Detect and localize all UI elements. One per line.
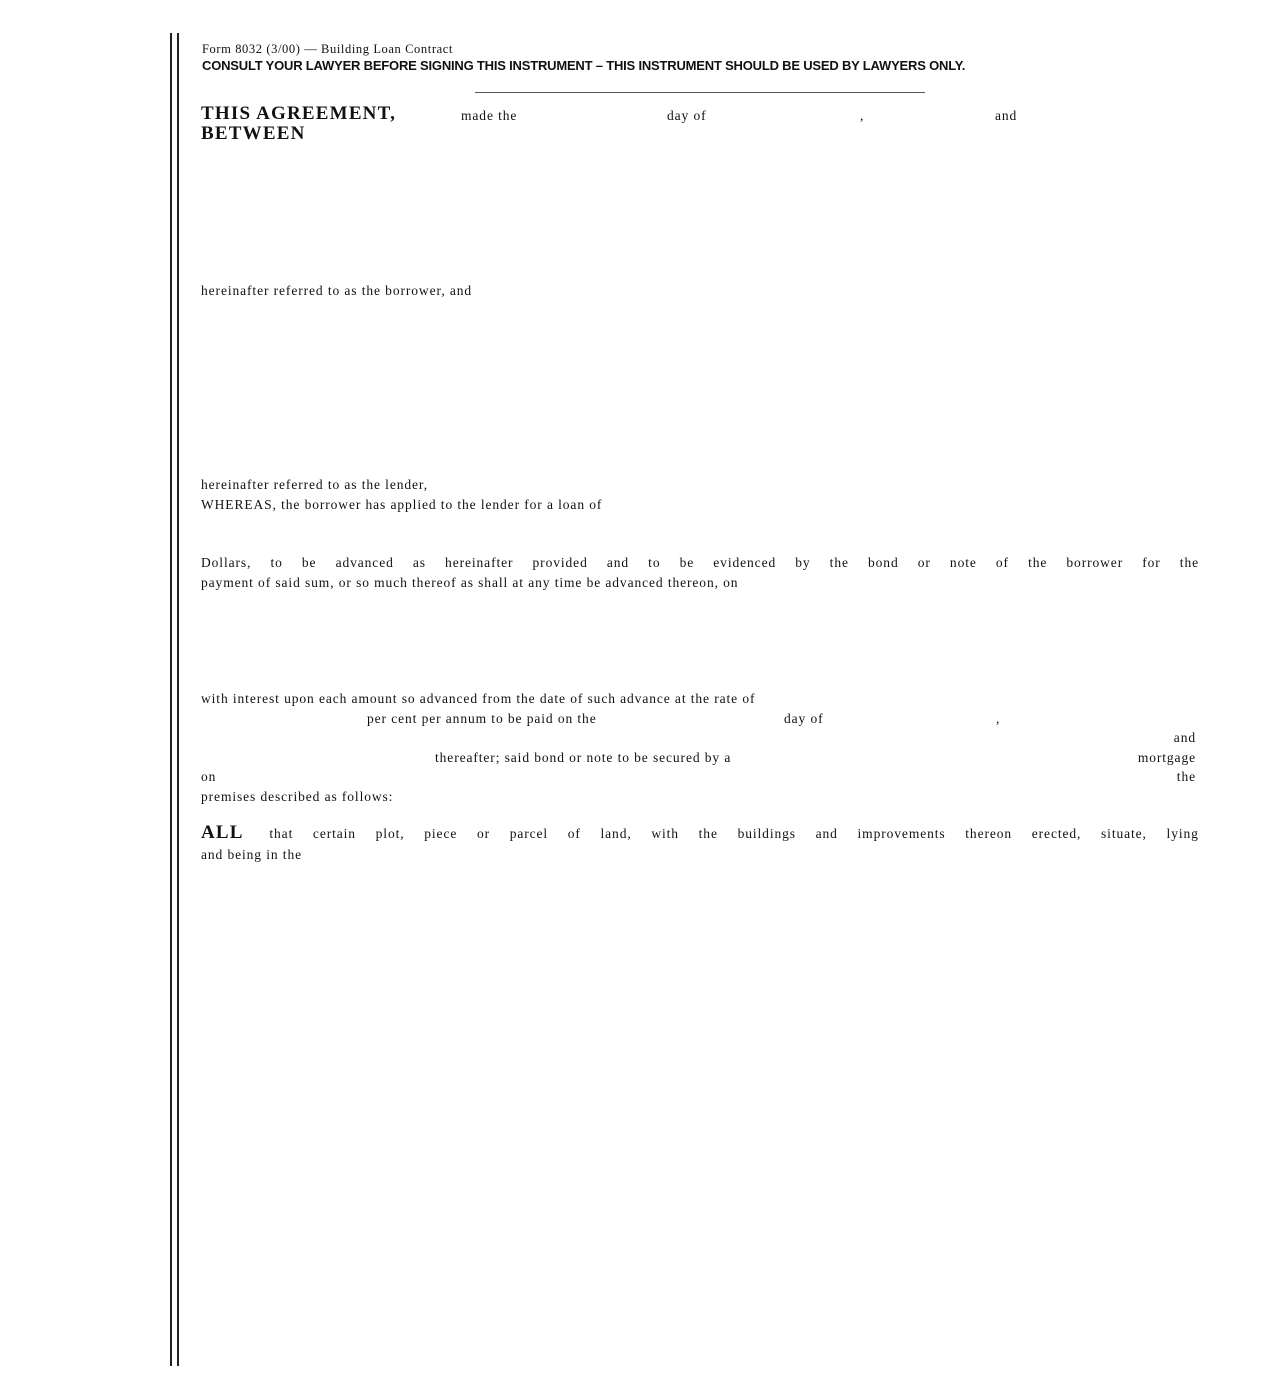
the-word: the: [1176, 769, 1196, 784]
all-word: with: [651, 826, 679, 841]
dollars-line-2: payment of said sum, or so much thereof as shall at any time be advanced thereon, on: [201, 575, 739, 590]
all-word: or: [476, 826, 490, 841]
all-clause-line-1: [201, 822, 1199, 843]
all-word: situate,: [1101, 826, 1147, 841]
all-word: buildings: [737, 826, 796, 841]
on-word: on: [201, 769, 217, 784]
borrower-reference: hereinafter referred to as the borrower, and: [201, 283, 473, 298]
agreement-heading: THIS AGREEMENT,: [201, 103, 397, 124]
whereas-clause: WHEREAS, the borrower has applied to the lender for a loan of: [201, 497, 603, 512]
all-word: that: [269, 826, 294, 841]
header-separator: [475, 92, 925, 93]
premises-text: premises described as follows:: [201, 789, 394, 804]
all-word: plot,: [375, 826, 405, 841]
dollars-line-1: Dollars, to be advanced as hereinafter provided and to be evidenced by the bond or note of the borrower for the: [201, 555, 1199, 570]
interest-and: and: [1173, 730, 1196, 745]
interest-comma: ,: [996, 711, 1001, 726]
per-cent-text: per cent per annum to be paid on the: [367, 711, 597, 726]
interest-line-1: with interest upon each amount so advanced from the date of such advance at the rate of: [201, 691, 756, 706]
form-identifier: Form 8032 (3/00) — Building Loan Contract: [202, 42, 453, 56]
mortgage-word: mortgage: [1137, 750, 1196, 765]
interest-day-of: day of: [784, 711, 824, 726]
all-clause-line-2: and being in the: [201, 847, 303, 862]
all-word: piece: [424, 826, 458, 841]
left-margin-rule-inner: [177, 33, 179, 1366]
all-word: parcel: [509, 826, 549, 841]
all-word: of: [567, 826, 581, 841]
made-the-label: made the: [461, 108, 518, 123]
all-word: land,: [600, 826, 632, 841]
thereafter-text: thereafter; said bond or note to be secured by a: [435, 750, 732, 765]
all-word: and: [815, 826, 838, 841]
date-comma: ,: [860, 108, 865, 123]
all-word: improvements: [857, 826, 946, 841]
and-label: and: [995, 108, 1018, 123]
left-margin-rule: [170, 33, 172, 1366]
all-word: thereon: [965, 826, 1013, 841]
all-word: erected,: [1031, 826, 1082, 841]
all-lead-word: ALL: [201, 822, 244, 843]
between-heading: BETWEEN: [201, 123, 306, 144]
day-of-label: day of: [667, 108, 707, 123]
all-word: certain: [312, 826, 356, 841]
all-word: the: [698, 826, 718, 841]
lawyer-warning: CONSULT YOUR LAWYER BEFORE SIGNING THIS INSTRUMENT – THIS INSTRUMENT SHOULD BE USED BY LAWYERS ONLY.: [202, 58, 966, 73]
lender-reference: hereinafter referred to as the lender,: [201, 477, 429, 492]
all-word: lying: [1166, 826, 1199, 841]
